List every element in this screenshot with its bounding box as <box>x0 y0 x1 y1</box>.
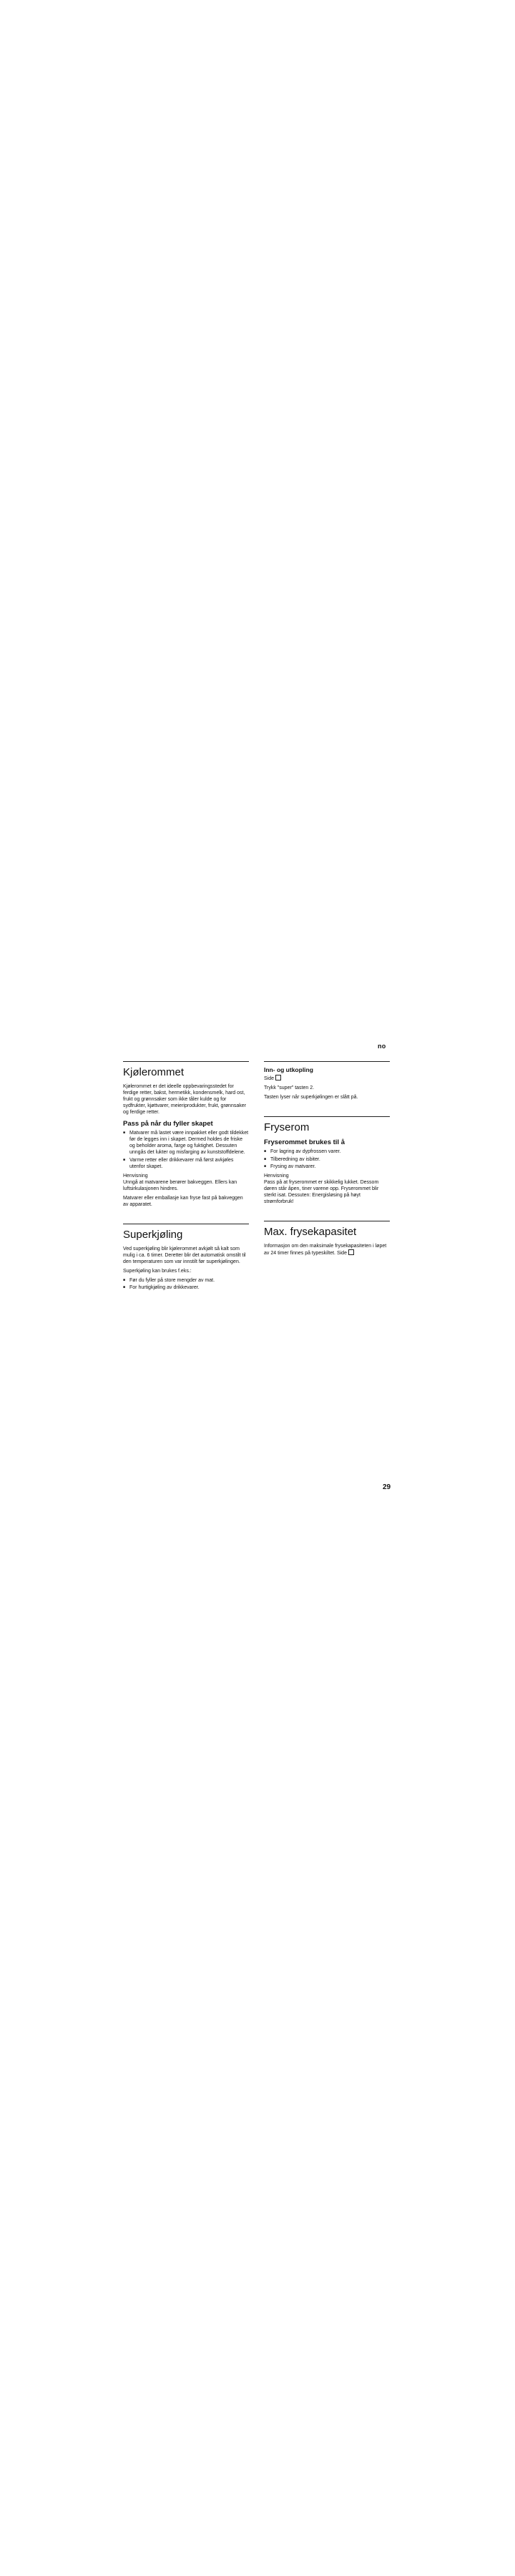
section-title-fryserom: Fryserom <box>264 1121 310 1133</box>
section-title-max-frysekapasitet: Max. frysekapasitet <box>264 1226 357 1238</box>
list-item: ■ Før du fyller på store mengder av mat. <box>123 1277 249 1284</box>
section-divider <box>123 1061 249 1062</box>
section-inn-utkobling <box>264 1061 390 1101</box>
max-frysekapasitet-body <box>264 1243 390 1257</box>
page-ref-icon <box>348 1249 354 1255</box>
section-kjolerommet <box>123 1061 249 1208</box>
language-tag: no <box>378 1043 386 1050</box>
inn-utkobling-body-2: Tasten lyser når superkjølingen er slått på. <box>264 1095 358 1100</box>
fryserom-subhead: Fryserommet brukes til å <box>264 1138 345 1146</box>
page-number: 29 <box>383 1483 391 1491</box>
inn-utkobling-body-1: Trykk "super" tasten 2. <box>264 1085 315 1091</box>
superkjoling-body: Ved superkjøling blir kjølerommet avkjølt så kalt som mulig i ca. 6 timer. Deretter blir det automatisk omstilt til den temperaturen som var innstilt før superkjølingen. <box>123 1246 246 1264</box>
kjolerommet-note-1: Unngå at matvarene berører bakveggen. Ellers kan luftsirkulasjonen hindres. <box>123 1179 237 1191</box>
left-column <box>123 1061 249 1301</box>
kjolerommet-subhead: Pass på når du fyller skapet <box>123 1120 213 1128</box>
max-frysekapasitet-text: Informasjon om den maksimale frysekapasiteten i løpet av 24 timer finnes på typeskiltet. <box>264 1244 387 1256</box>
list-item: ■ Matvarer må lastet være innpakket eller godt tildekket før de legges inn i skapet. Dermed holdes de friske og beholder aroma, farge og fuktighet. Dessuten unngås det lukter og misfarging av kunststoffdelene. <box>123 1130 249 1156</box>
superkjoling-bullet-list <box>123 1277 249 1292</box>
fryserom-bullet-list <box>264 1148 390 1170</box>
inn-utkobling-page-ref <box>264 1075 390 1082</box>
list-item: ■ For hurtigkjøling av drikkevarer. <box>123 1284 249 1291</box>
section-divider <box>264 1061 390 1062</box>
section-superkjoling <box>123 1224 249 1292</box>
note-label: Henvisning <box>264 1174 289 1179</box>
fryserom-note: Pass på at fryserommet er skikkelig lukket. Dessom døren står åpen, tiner varene opp. Fryserommet blir sterkt isat. Dessuten: Energisløsing på høyt strømforbruk! <box>264 1180 379 1204</box>
section-divider <box>264 1116 390 1117</box>
right-column <box>264 1061 390 1267</box>
note-label: Henvisning <box>123 1173 148 1179</box>
section-title-superkjoling: Superkjøling <box>123 1228 183 1241</box>
kjolerommet-intro: Kjølerommet er det ideelle oppbevaringsstedet for ferdige retter, bakst, hermetikk, kondensmelk, hard ost, frukt og grønnsaker som ikke tåler kulde og for sydfrukter, kjøttvarer, meieriprodukter, frukt, grønnsaker og ferdige retter. <box>123 1084 246 1115</box>
kjolerommet-note-2: Matvarer eller emballasje kan fryse fast på bakveggen av apparatet. <box>123 1195 243 1207</box>
list-item: ■ Frysing av matvarer. <box>264 1163 390 1170</box>
superkjoling-list-intro: Superkjøling kan brukes f.eks.: <box>123 1268 192 1274</box>
page-ref-label: Side <box>336 1251 347 1256</box>
section-max-frysekapasitet <box>264 1221 390 1257</box>
list-item: ■ Varme retter eller drikkevarer må først avkjøles utenfor skapet. <box>123 1157 249 1170</box>
list-item: ■ Tilberedning av isbiter. <box>264 1156 390 1163</box>
list-item: ■ For lagring av dypfrossen varer. <box>264 1148 390 1155</box>
page-ref-icon <box>275 1075 281 1080</box>
section-title-inn-utkobling: Inn- og utkopling <box>264 1066 313 1073</box>
kjolerommet-bullet-list <box>123 1130 249 1170</box>
section-fryserom <box>264 1116 390 1205</box>
section-title-kjolerommet: Kjølerommet <box>123 1066 185 1078</box>
page-ref-label: Side <box>264 1076 275 1081</box>
